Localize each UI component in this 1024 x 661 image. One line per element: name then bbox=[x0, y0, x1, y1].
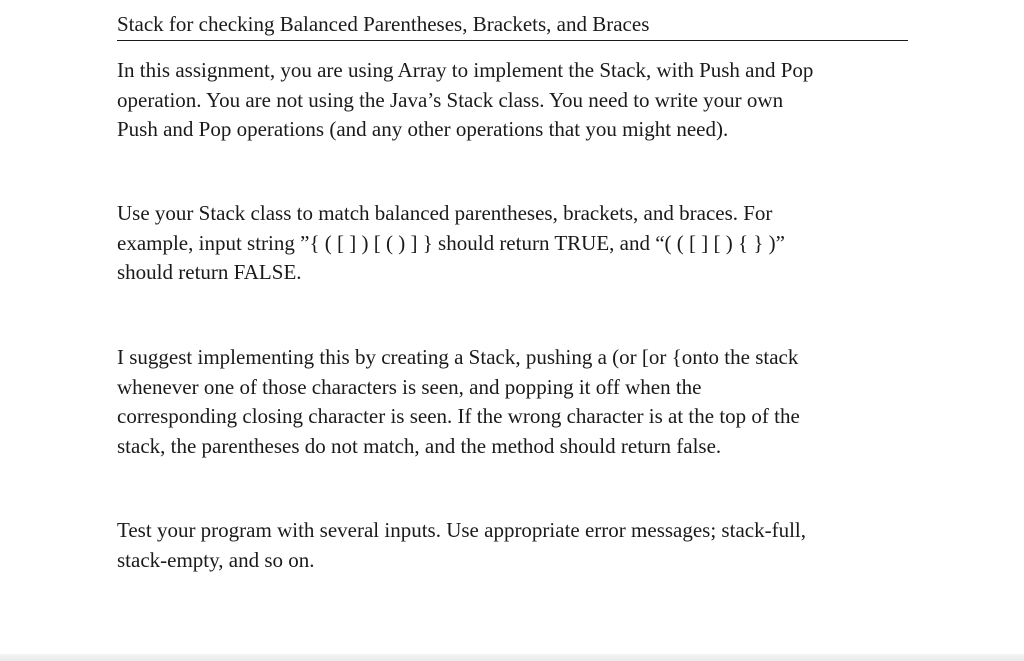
text-line: Push and Pop operations (and any other operations that you might need). bbox=[117, 117, 729, 141]
paragraph-implementation-suggestion bbox=[117, 343, 917, 461]
text-line: example, input string ”{ ( [ ] ) [ ( ) ] } should return TRUE, and “( ( [ ] [ ) { } )” bbox=[117, 230, 785, 255]
document-title: Stack for checking Balanced Parentheses, Brackets, and Braces bbox=[117, 10, 908, 41]
text-line: I suggest implementing this by creating a Stack, pushing a (or [or {onto the stack bbox=[117, 345, 799, 369]
paragraph-assignment-intro bbox=[117, 56, 917, 145]
paragraph-usage-example bbox=[117, 199, 917, 288]
page-bottom-edge bbox=[0, 654, 1024, 661]
text-line: stack-empty, and so on. bbox=[117, 547, 315, 572]
text-line: corresponding closing character is seen. If the wrong character is at the top of the bbox=[117, 404, 800, 428]
text-line: stack, the parentheses do not match, and the method should return false. bbox=[117, 433, 722, 458]
text-line: Use your Stack class to match balanced parentheses, brackets, and braces. For bbox=[117, 201, 773, 225]
text-line: operation. You are not using the Java’s Stack class. You need to write your own bbox=[117, 87, 784, 112]
text-line: whenever one of those characters is seen, and popping it off when the bbox=[117, 374, 702, 399]
text-line: In this assignment, you are using Array to implement the Stack, with Push and Pop bbox=[117, 58, 814, 82]
text-line: Test your program with several inputs. Use appropriate error messages; stack-full, bbox=[117, 518, 806, 542]
text-line: should return FALSE. bbox=[117, 260, 302, 284]
paragraph-testing-instructions bbox=[117, 516, 917, 575]
